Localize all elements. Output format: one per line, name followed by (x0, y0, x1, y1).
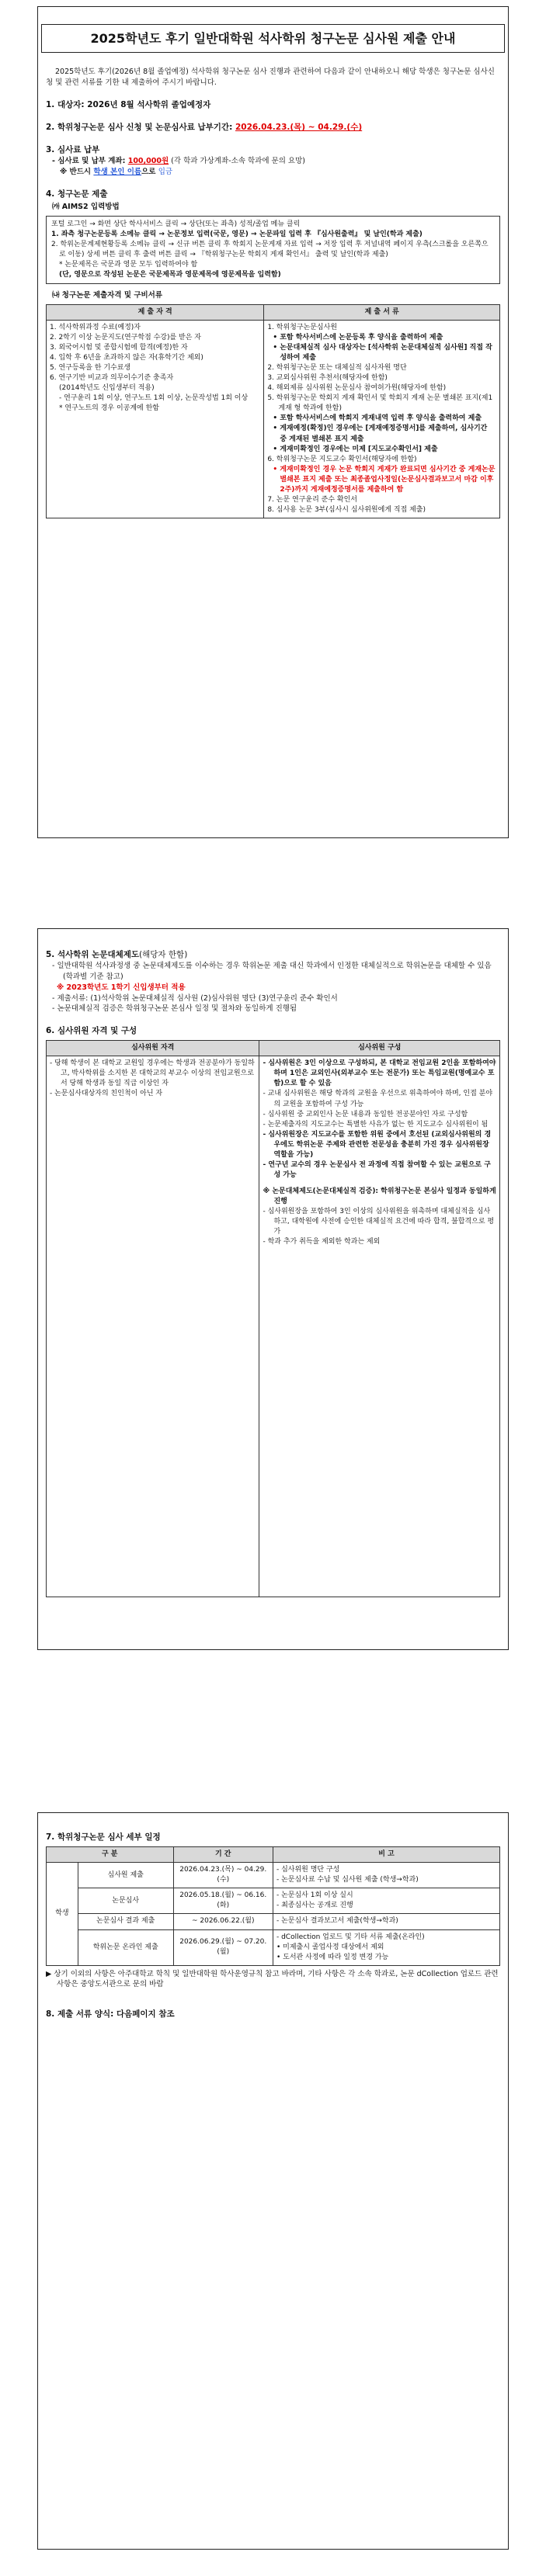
doc-item: • 게재예정(확정)인 경우에는 [게재예정증명서]를 제출하여, 심사기간 중 게재된 별쇄본 표지 제출 (273, 425, 488, 443)
doc-item: 5. 학위청구논문 학회지 게재 확인서 및 학회지 게재 논문 별쇄본 표지(제1 게재 형 학과에 한함) (267, 394, 493, 413)
schedule-stage: 논문심사 결과 제출 (78, 1914, 173, 1929)
table-row (47, 1929, 500, 1965)
doc-item: 1. 학위청구논문심사원 (267, 323, 338, 331)
committee-comp-item: - 연구년 교수의 경우 논문심사 전 과정에 직접 참여할 수 있는 교원으로 구성 가능 (263, 1160, 491, 1179)
s5-notice: ※ 2023학년도 1학기 신입생부터 적용 (57, 983, 186, 992)
section-1-title: 1. 대상자: 2026년 8월 석사학위 졸업예정자 (46, 99, 211, 109)
fee-line: - 심사료 및 납부 계좌: 100,000원 (각 학과 가상계좌-소속 학과에 문의 요망) (52, 157, 305, 166)
s5-line: - 논문대체실적 검증은 학위청구논문 본심사 일정 및 절차와 동일하게 진행됨 (52, 1004, 297, 1014)
doc-item: • 포함 학사서비스에 학회지 게재내역 입력 후 양식을 출력하여 제출 (273, 414, 482, 423)
schedule-period: 2026.06.29.(월) ~ 07.20.(월) (173, 1929, 273, 1965)
committee-comp-item: - 교내 심사위원은 해당 학과의 교원을 우선으로 위촉하여야 하며, 인접 분야의 교원을 포함하여 구성 가능 (263, 1090, 493, 1108)
schedule-stage: 심사원 제출 (78, 1863, 173, 1888)
schedule-period: 2026.05.18.(월) ~ 06.16.(화) (173, 1888, 273, 1914)
schedule-period: 2026.04.23.(목) ~ 04.29.(수) (173, 1863, 273, 1888)
schedule-table (46, 1846, 500, 1965)
section-3-title: 3. 심사료 납부 (46, 145, 100, 155)
committee-comp-item: - 심사위원장은 지도교수를 포함한 위원 중에서 호선된 (교외심사위원의 경우에도 학위논문 주제와 관련한 전문성을 충분히 가진 경우 심사위원장 역할을 가능) (263, 1130, 492, 1159)
schedule-group: 학생 (47, 1863, 78, 1965)
section-2-title: 2. 학위청구논문 심사 신청 및 논문심사료 납부기간: 2026.04.23.(목) ~ 04.29.(수) (46, 122, 363, 132)
aims-step-2: 2. 학위논문계제현황등록 소메뉴 클릭 → 신규 버튼 클릭 후 학회지 논문게재 자료 입력 → 저장 입력 후 저널내역 페이지 우측(스크롤을 오른쪽으로 이동) 상세 버튼 클릭 후 출력 버튼 클릭 → 『학위청구논문 학회지 게재 확인서』 출력 및 날인(학과 제출) (51, 240, 489, 259)
docs-col-header: 제 출 서 류 (264, 304, 500, 320)
qual-item: 6. 연구기반 비교과 의무이수기준 충족자 (50, 374, 174, 383)
committee-qual-item: - 논문심사대상자의 친인척이 아닌 자 (50, 1090, 163, 1098)
page-title: 2025학년도 후기 일반대학원 석사학위 청구논문 심사원 제출 안내 (41, 24, 505, 53)
s5-line: - 일반대학원 석사과정생 중 논문대체제도를 이수하는 경우 학위논문 제출 대신 학과에서 인정한 대체실적으로 학위논문을 대체할 수 있음(학과별 기준 참고) (52, 962, 492, 981)
schedule-notes: - 논문심사 결과보고서 제출(학생→학과) (273, 1914, 499, 1929)
doc-item: 3. 교외심사위원 추천서(해당자에 한함) (267, 374, 388, 383)
qual-item: 3. 외국어시험 및 종합시험에 합격(예정)한 자 (50, 344, 188, 352)
committee-comp-item: - 심사위원 중 교외인사 논문 내용과 동일한 전공분야인 자로 구성함 (263, 1110, 468, 1118)
qual-item: 5. 연구등록을 한 기수료생 (50, 364, 131, 373)
qual-col-header: 제 출 자 격 (47, 304, 264, 320)
qual-item: 1. 석사학위과정 수료(예정)자 (50, 323, 141, 331)
section-6-title: 6. 심사위원 자격 및 구성 (46, 1026, 137, 1036)
schedule-footnote: ▶ 상기 이외의 사항은 아주대학교 학칙 및 일반대학원 학사운영규칙 참고 바라며, 기타 사항은 각 소속 학과로, 논문 dCollection 업로드 관련 사항은 중앙도서관으로 문의 바람 (46, 1969, 499, 1989)
schedule-notes: - dCollection 업로드 및 기타 서류 제출(온라인) • 미제출시 졸업사정 대상에서 제외 • 도서관 사정에 따라 일정 변경 가능 (273, 1929, 499, 1965)
section-8-title: 8. 제출 서류 양식: 다음페이지 참조 (46, 2009, 175, 2020)
student-name-highlight: 학생 본인 이름 (93, 168, 142, 177)
doc-item-warning: • 게재미확정인 경우 논문 학회지 게재가 완료되면 심사기간 중 게재논문 별쇄본 표지 제출 또는 최종졸업사정일(논문심사결과보고서 마감 이후 2주)까지 게재예정증명서를 제출하여 함 (273, 465, 496, 494)
doc-item: 2. 학위청구논문 또는 대체실적 심사자원 명단 (267, 364, 407, 373)
qualification-subtitle: ㈏ 청구논문 제출자격 및 구비서류 (52, 291, 163, 300)
committee-comp-item: ※ 논문대체제도(논문대체실적 검증): 학위청구논문 본심사 일정과 동일하게 진행 (263, 1187, 496, 1205)
table-row (47, 1863, 500, 1888)
aims-line: 포털 로그인 → 화면 상단 학사서비스 클릭 → 상단(또는 좌측) 성적/졸업 메뉴 클릭 (51, 220, 301, 228)
qualification-table (46, 304, 500, 518)
qual-item: - 연구윤리 1회 이상, 연구노트 1회 이상, 논문작성법 1회 이상 (59, 394, 249, 403)
aims-step-1: 1. 좌측 청구논문등록 소메뉴 클릭 → 논문정보 입력(국문, 영문) → 논문파일 입력 후 『심사원출력』 및 날인(학과 제출) (51, 230, 423, 238)
doc-item: • 포함 학사서비스에 논문등록 후 양식을 출력하여 제출 (273, 334, 443, 342)
fee-amount: 100,000원 (127, 157, 169, 166)
doc-item: • 논문대체실적 심사 대상자는 [석사학위 논문대체실적 심사원] 직접 작성하여 제출 (273, 344, 492, 362)
schedule-notes: - 심사위원 명단 구성 - 논문심사료 수납 및 심사원 제출 (학생→학과) (273, 1863, 499, 1888)
fee-notice: ※ 반드시 학생 본인 이름으로 입금 (60, 168, 173, 177)
doc-item: 4. 해외제류 심사위원 논문심사 참여허가원(해당자에 한함) (267, 384, 447, 393)
doc-item: • 게재미확정인 경우에는 미제 [지도교수확인서] 제출 (273, 445, 438, 453)
qual-cell (47, 320, 264, 518)
page-3 (37, 1812, 509, 2550)
intro-paragraph: 2025학년도 후기(2026년 8월 졸업예정) 석사학위 청구논문 심사 진행과 관련하여 다음과 같이 안내하오니 해당 학생은 청구논문 심사신청 및 관련 서류를 기한 내 제출하여 주시기 바랍니다. (46, 68, 495, 87)
aims-subtitle: ㈎ AIMS2 입력방법 (52, 203, 120, 212)
committee-comp-header: 심사위원 구성 (259, 1041, 500, 1056)
committee-comp-item: - 심사위원장을 포함하여 3인 이상의 심사위원을 위촉하며 대체실적을 심사하고, 대학원에 사전에 승인한 대체실적 요건에 따라 합격, 불합격으로 평가 (263, 1207, 495, 1236)
committee-comp-item: - 학과 추가 취득을 제외한 학과는 제외 (263, 1238, 381, 1246)
schedule-header-notes: 비 고 (273, 1847, 499, 1863)
qual-item: 4. 입학 후 6년을 초과하지 않은 자(휴학기간 제외) (50, 354, 203, 362)
schedule-stage: 논문심사 (78, 1888, 173, 1914)
table-row (47, 1888, 500, 1914)
committee-qual-item: - 당해 학생이 본 대학교 교원일 경우에는 학생과 전공분야가 동일하고, 박사학위를 소지한 본 대학교의 부교수 이상의 전임교원으로서 당해 학생과 동일 직급 이상인 자 (50, 1059, 255, 1088)
schedule-period: ~ 2026.06.22.(월) (173, 1914, 273, 1929)
section-4-title: 4. 청구논문 제출 (46, 189, 108, 199)
section-5-title: 5. 석사학위 논문대체제도(해당자 한함) (46, 950, 188, 959)
qual-item: * 연구노트의 경우 이공계에 한함 (59, 404, 159, 413)
qual-item: (2014학년도 신입생부터 적용) (59, 384, 155, 393)
committee-qual-cell (47, 1056, 259, 1597)
committee-comp-item: - 심사위원은 3인 이상으로 구성하되, 본 대학교 전임교원 2인을 포함하여야 하며 1인은 교외인사(외부교수 또는 전문가) 또는 특임교원(명예교수 포함)으로 할 수 있음 (263, 1059, 496, 1088)
aims-note-1: * 논문제목은 국문과 영문 모두 입력하여야 함 (59, 261, 198, 269)
doc-item: 7. 논문 연구윤리 준수 확인서 (267, 495, 357, 504)
doc-item: 8. 심사용 논문 3부(심사시 심사위원에게 직접 제출) (267, 505, 426, 514)
schedule-header-period: 기 간 (173, 1847, 273, 1863)
committee-table (46, 1040, 500, 1597)
aims-instructions-box (46, 216, 500, 284)
page-2 (37, 928, 509, 1650)
section-7-title: 7. 학위청구논문 심사 세부 일정 (46, 1832, 161, 1842)
qual-item: 2. 2학기 이상 논문지도(연구학점 수강)를 받은 자 (50, 334, 201, 342)
schedule-header-category: 구 분 (47, 1847, 174, 1863)
schedule-stage: 학위논문 온라인 제출 (78, 1929, 173, 1965)
committee-comp-cell (259, 1056, 500, 1597)
doc-item: 6. 학위청구논문 지도교수 확인서(해당자에 한함) (267, 455, 417, 463)
table-row (47, 1914, 500, 1929)
committee-comp-item: - 논문제출자의 지도교수는 특별한 사유가 없는 한 지도교수 심사위원이 됨 (263, 1120, 489, 1129)
committee-qual-header: 심사위원 자격 (47, 1041, 259, 1056)
docs-cell (264, 320, 500, 518)
application-period: 2026.04.23.(목) ~ 04.29.(수) (235, 122, 363, 132)
s5-line: - 제출서류: (1)석사학위 논문대체실적 심사원 (2)심사위원 명단 (3)연구윤리 준수 확인서 (52, 993, 338, 1003)
aims-note-2: (단, 영문으로 작성된 논문은 국문제목과 영문제목에 영문제목을 입력함) (59, 271, 281, 279)
schedule-notes: - 논문심사 1회 이상 실시 - 최종심사는 공개로 진행 (273, 1888, 499, 1914)
page-1 (37, 6, 509, 838)
